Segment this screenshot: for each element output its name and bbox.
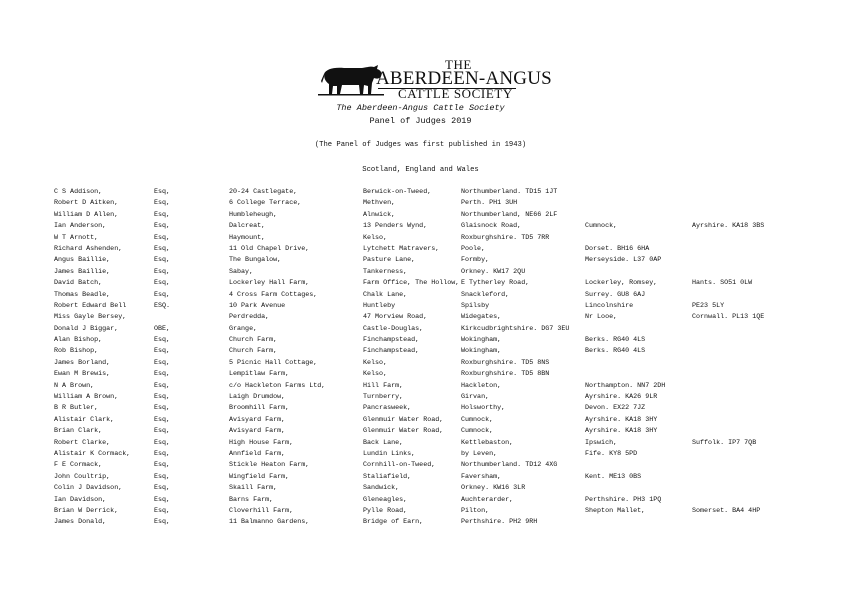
judge-name: Brian Clark, (54, 427, 103, 436)
address-line-2: Staliafield, (363, 472, 412, 481)
judge-title: Esq, (154, 506, 171, 515)
address-line-1: 4 Cross Farm Cottages, (229, 290, 318, 299)
address-line-1: 20-24 Castlegate, (229, 188, 298, 196)
address-line-3: Roxburghshire. TD5 8NS (461, 358, 550, 367)
judge-title: Esq, (154, 404, 171, 413)
judge-title: Esq, (154, 199, 171, 208)
address-line-4: Surrey. GU8 6AJ (585, 290, 646, 299)
address-line-3: by Leven, (461, 449, 498, 458)
address-line-2: Back Lane, (363, 438, 404, 447)
address-line-1: High House Farm, (229, 438, 294, 447)
address-line-1: Perdredda, (229, 313, 270, 322)
address-line-3: Northumberland. TD15 1JT (461, 188, 558, 196)
judge-title: Esq, (154, 381, 171, 390)
judge-name: Miss Gayle Bersey, (54, 313, 127, 322)
address-line-3: Faversham, (461, 472, 502, 481)
address-line-3: Northumberland. TD12 4XG (461, 461, 558, 470)
address-line-4: Ayrshire. KA18 3HY (585, 427, 658, 436)
judge-name: Donald J Biggar, (54, 324, 119, 333)
address-line-4: Dorset. BH16 6HA (585, 244, 650, 253)
address-line-3: Holsworthy, (461, 404, 506, 413)
address-line-4: Fife. KY8 5PD (585, 449, 638, 458)
address-line-2: Lytchett Matravers, (363, 244, 440, 253)
address-line-3: Wokingham, (461, 347, 502, 356)
address-line-1: 11 Balmanno Gardens, (229, 518, 310, 527)
judge-title: Esq, (154, 188, 171, 196)
judge-title: Esq, (154, 472, 171, 481)
region-heading: Scotland, England and Wales (362, 166, 479, 174)
society-name: The Aberdeen-Angus Cattle Society (336, 103, 505, 113)
logo-line-the: THE (445, 57, 472, 72)
judge-name: William D Allen, (54, 210, 119, 219)
judge-name: Rob Bishop, (54, 347, 99, 356)
address-line-1: Barns Farm, (229, 495, 274, 504)
address-line-2: Farm Office, The Hollow, (363, 279, 460, 288)
address-line-3: Perthshire. PH2 9RH (461, 518, 538, 527)
judge-name: B R Butler, (54, 404, 99, 413)
address-line-1: Avisyard Farm, (229, 415, 286, 424)
address-line-1: Haymount, (229, 233, 266, 242)
address-line-2: Pylle Road, (363, 506, 408, 515)
judge-title: Esq, (154, 290, 171, 299)
address-line-2: Alnwick, (363, 210, 396, 219)
judge-title: Esq, (154, 370, 171, 379)
address-line-2: Kelso, (363, 233, 388, 242)
judge-title: Esq, (154, 449, 171, 458)
judge-title: Esq, (154, 244, 171, 253)
address-line-5: Hants. SO51 0LW (692, 279, 753, 288)
address-line-2: Turnberry, (363, 393, 404, 402)
judge-title: Esq, (154, 256, 171, 265)
judge-title: Esq, (154, 347, 171, 356)
address-line-2: Kelso, (363, 370, 388, 379)
judge-title: ESQ. (154, 301, 171, 310)
address-line-5: Cornwall. PL13 1QE (692, 313, 765, 322)
bull-logo-icon (318, 61, 384, 99)
address-line-2: Glenmuir Water Road, (363, 415, 444, 424)
address-line-1: Lockerley Hall Farm, (229, 279, 310, 288)
address-line-2: Finchampstead, (363, 336, 420, 345)
address-line-2: Pasture Lane, (363, 256, 416, 265)
judge-name: James Donald, (54, 518, 107, 527)
address-line-3: Roxburghshire. TD5 7RR (461, 233, 550, 242)
address-line-1: 5 Picnic Hall Cottage, (229, 358, 318, 367)
judge-name: James Borland, (54, 358, 111, 367)
address-line-4: Merseyside. L37 0AP (585, 256, 662, 265)
address-line-3: Snackleford, (461, 290, 510, 299)
address-line-4: Lincolnshire (585, 301, 634, 310)
address-line-2: Tankerness, (363, 267, 408, 276)
address-line-2: Castle-Douglas, (363, 324, 424, 333)
address-line-4: Cumnock, (585, 222, 618, 231)
address-line-3: Glaisnock Road, (461, 222, 522, 231)
address-line-1: Grange, (229, 324, 258, 333)
judge-name: Ian Davidson, (54, 495, 107, 504)
address-line-5: Suffolk. IP7 7QB (692, 438, 757, 447)
address-line-2: Methven, (363, 199, 396, 208)
address-line-1: Laigh Drumdow, (229, 393, 286, 402)
address-line-1: Sabay, (229, 267, 254, 276)
address-line-1: Avisyard Farm, (229, 427, 286, 436)
address-line-4: Northampton. NN7 2DH (585, 381, 666, 390)
judge-title: Esq, (154, 233, 171, 242)
judge-name: Ian Anderson, (54, 222, 107, 231)
judge-title: Esq, (154, 279, 171, 288)
judge-title: OBE, (154, 324, 171, 333)
logo-line-aberdeen-angus: ABERDEEN-ANGUS (376, 68, 552, 89)
address-line-1: Stickle Heaton Farm, (229, 461, 310, 470)
address-line-2: Glenmuir Water Road, (363, 427, 444, 436)
address-line-3: Kettlebaston, (461, 438, 514, 447)
address-line-3: Wokingham, (461, 336, 502, 345)
address-line-5: Ayrshire. KA18 3BS (692, 222, 765, 231)
judge-title: Esq, (154, 267, 171, 276)
judge-title: Esq, (154, 415, 171, 424)
address-line-3: Northumberland, NE66 2LF (461, 210, 558, 219)
judge-title: Esq, (154, 393, 171, 402)
address-line-2: Hill Farm, (363, 381, 404, 390)
address-line-4: Nr Looe, (585, 313, 618, 322)
judge-title: Esq, (154, 518, 171, 527)
address-line-1: 10 Park Avenue (229, 301, 286, 310)
address-line-1: Humbleheugh, (229, 210, 278, 219)
address-line-5: Somerset. BA4 4HP (692, 506, 761, 515)
address-line-2: Pancrasweek, (363, 404, 412, 413)
address-line-3: Orkney. KW17 2QU (461, 267, 526, 276)
address-line-2: Huntleby (363, 301, 396, 310)
address-line-1: Church Farm, (229, 336, 278, 345)
judge-name: F E Cormack, (54, 461, 103, 470)
judge-name: William A Brown, (54, 393, 119, 402)
address-line-3: Kirkcudbrightshire. DG7 3EU (461, 324, 570, 333)
address-line-4: Berks. RG40 4LS (585, 347, 646, 356)
address-line-3: Cumnock, (461, 427, 494, 436)
judge-name: Colin J Davidson, (54, 484, 123, 493)
judge-name: Alistair K Cormack, (54, 449, 131, 458)
address-line-1: Annfield Farm, (229, 449, 286, 458)
publication-note: (The Panel of Judges was first published in 1943) (314, 141, 527, 149)
address-line-4: Shepton Mallet, (585, 506, 646, 515)
judge-title: Esq, (154, 495, 171, 504)
address-line-2: Gleneagles, (363, 495, 408, 504)
judge-name: Thomas Beadle, (54, 290, 111, 299)
address-line-1: Skaill Farm, (229, 484, 278, 493)
address-line-2: 13 Penders Wynd, (363, 222, 428, 231)
judge-name: Richard Ashenden, (54, 244, 123, 253)
address-line-3: Cumnock, (461, 415, 494, 424)
address-line-3: Girvan, (461, 393, 490, 402)
address-line-3: Pilton, (461, 506, 490, 515)
address-line-1: 6 College Terrace, (229, 199, 302, 208)
address-line-2: Chalk Lane, (363, 290, 408, 299)
address-line-4: Ayrshire. KA18 3HY (585, 415, 658, 424)
society-logo (318, 57, 552, 101)
judge-title: Esq, (154, 210, 171, 219)
address-line-1: Church Farm, (229, 347, 278, 356)
address-line-4: Berks. RG40 4LS (585, 336, 646, 345)
address-line-3: Auchterarder, (461, 495, 514, 504)
judge-title: Esq, (154, 222, 171, 231)
address-line-2: Berwick-on-Tweed, (363, 188, 432, 196)
address-line-3: Spilsby (461, 301, 490, 310)
judge-name: Alistair Clark, (54, 415, 115, 424)
address-line-2: Cornhill-on-Tweed, (363, 461, 436, 470)
address-line-2: Finchampstead, (363, 347, 420, 356)
judge-name: John Coultrip, (54, 472, 111, 481)
judge-title: Esq, (154, 358, 171, 367)
address-line-4: Ayrshire. KA26 9LR (585, 393, 658, 402)
address-line-4: Perthshire. PH3 1PQ (585, 495, 662, 504)
address-line-1: Broomhill Farm, (229, 404, 290, 413)
address-line-3: Perth. PH1 3UH (461, 199, 518, 208)
address-line-2: Lundin Links, (363, 449, 416, 458)
judge-name: C S Addison, (54, 188, 103, 196)
judge-name: Ewan M Brewis, (54, 370, 111, 379)
judge-title: Esq, (154, 438, 171, 447)
address-line-2: Kelso, (363, 358, 388, 367)
address-line-3: Orkney. KW16 3LR (461, 484, 526, 493)
address-line-1: 11 Old Chapel Drive, (229, 244, 310, 253)
page-title: Panel of Judges 2019 (369, 116, 472, 126)
address-line-4: Lockerley, Romsey, (585, 279, 658, 288)
judge-name: David Batch, (54, 279, 103, 288)
address-line-3: Hackleton, (461, 381, 502, 390)
address-line-1: c/o Hackleton Farms Ltd, (229, 381, 326, 390)
judge-name: Robert D Aitken, (54, 199, 119, 208)
address-line-3: E Tytherley Road, (461, 279, 530, 288)
address-line-4: Kent. ME13 0BS (585, 472, 642, 481)
judge-name: W T Arnott, (54, 233, 99, 242)
address-line-1: Lempitlaw Farm, (229, 370, 290, 379)
address-line-3: Widegates, (461, 313, 502, 322)
address-line-3: Roxburghshire. TD5 8BN (461, 370, 550, 379)
logo-line-cattle-society: CATTLE SOCIETY (398, 86, 513, 101)
address-line-1: Dalcreat, (229, 222, 266, 231)
judge-title: Esq, (154, 427, 171, 436)
address-line-2: Bridge of Earn, (363, 518, 424, 527)
address-line-2: 47 Morview Road, (363, 313, 428, 322)
judge-name: Angus Baillie, (54, 256, 111, 265)
address-line-5: PE23 5LY (692, 301, 725, 310)
judge-name: Brian W Derrick, (54, 506, 119, 515)
judge-name: Robert Clarke, (54, 438, 111, 447)
judge-name: James Baillie, (54, 267, 111, 276)
address-line-2: Sandwick, (363, 484, 400, 493)
address-line-4: Ipswich, (585, 438, 618, 447)
judge-title: Esq, (154, 461, 171, 470)
address-line-3: Formby, (461, 256, 490, 265)
judge-title: Esq, (154, 336, 171, 345)
judge-name: Robert Edward Bell (54, 301, 127, 310)
judge-title: Esq, (154, 484, 171, 493)
address-line-1: Cloverhill Farm, (229, 506, 294, 515)
address-line-1: The Bungalow, (229, 256, 282, 265)
address-line-3: Poole, (461, 244, 486, 253)
address-line-1: Wingfield Farm, (229, 472, 290, 481)
address-line-4: Devon. EX22 7JZ (585, 404, 646, 413)
judge-name: Alan Bishop, (54, 336, 103, 345)
judge-name: N A Brown, (54, 381, 95, 390)
